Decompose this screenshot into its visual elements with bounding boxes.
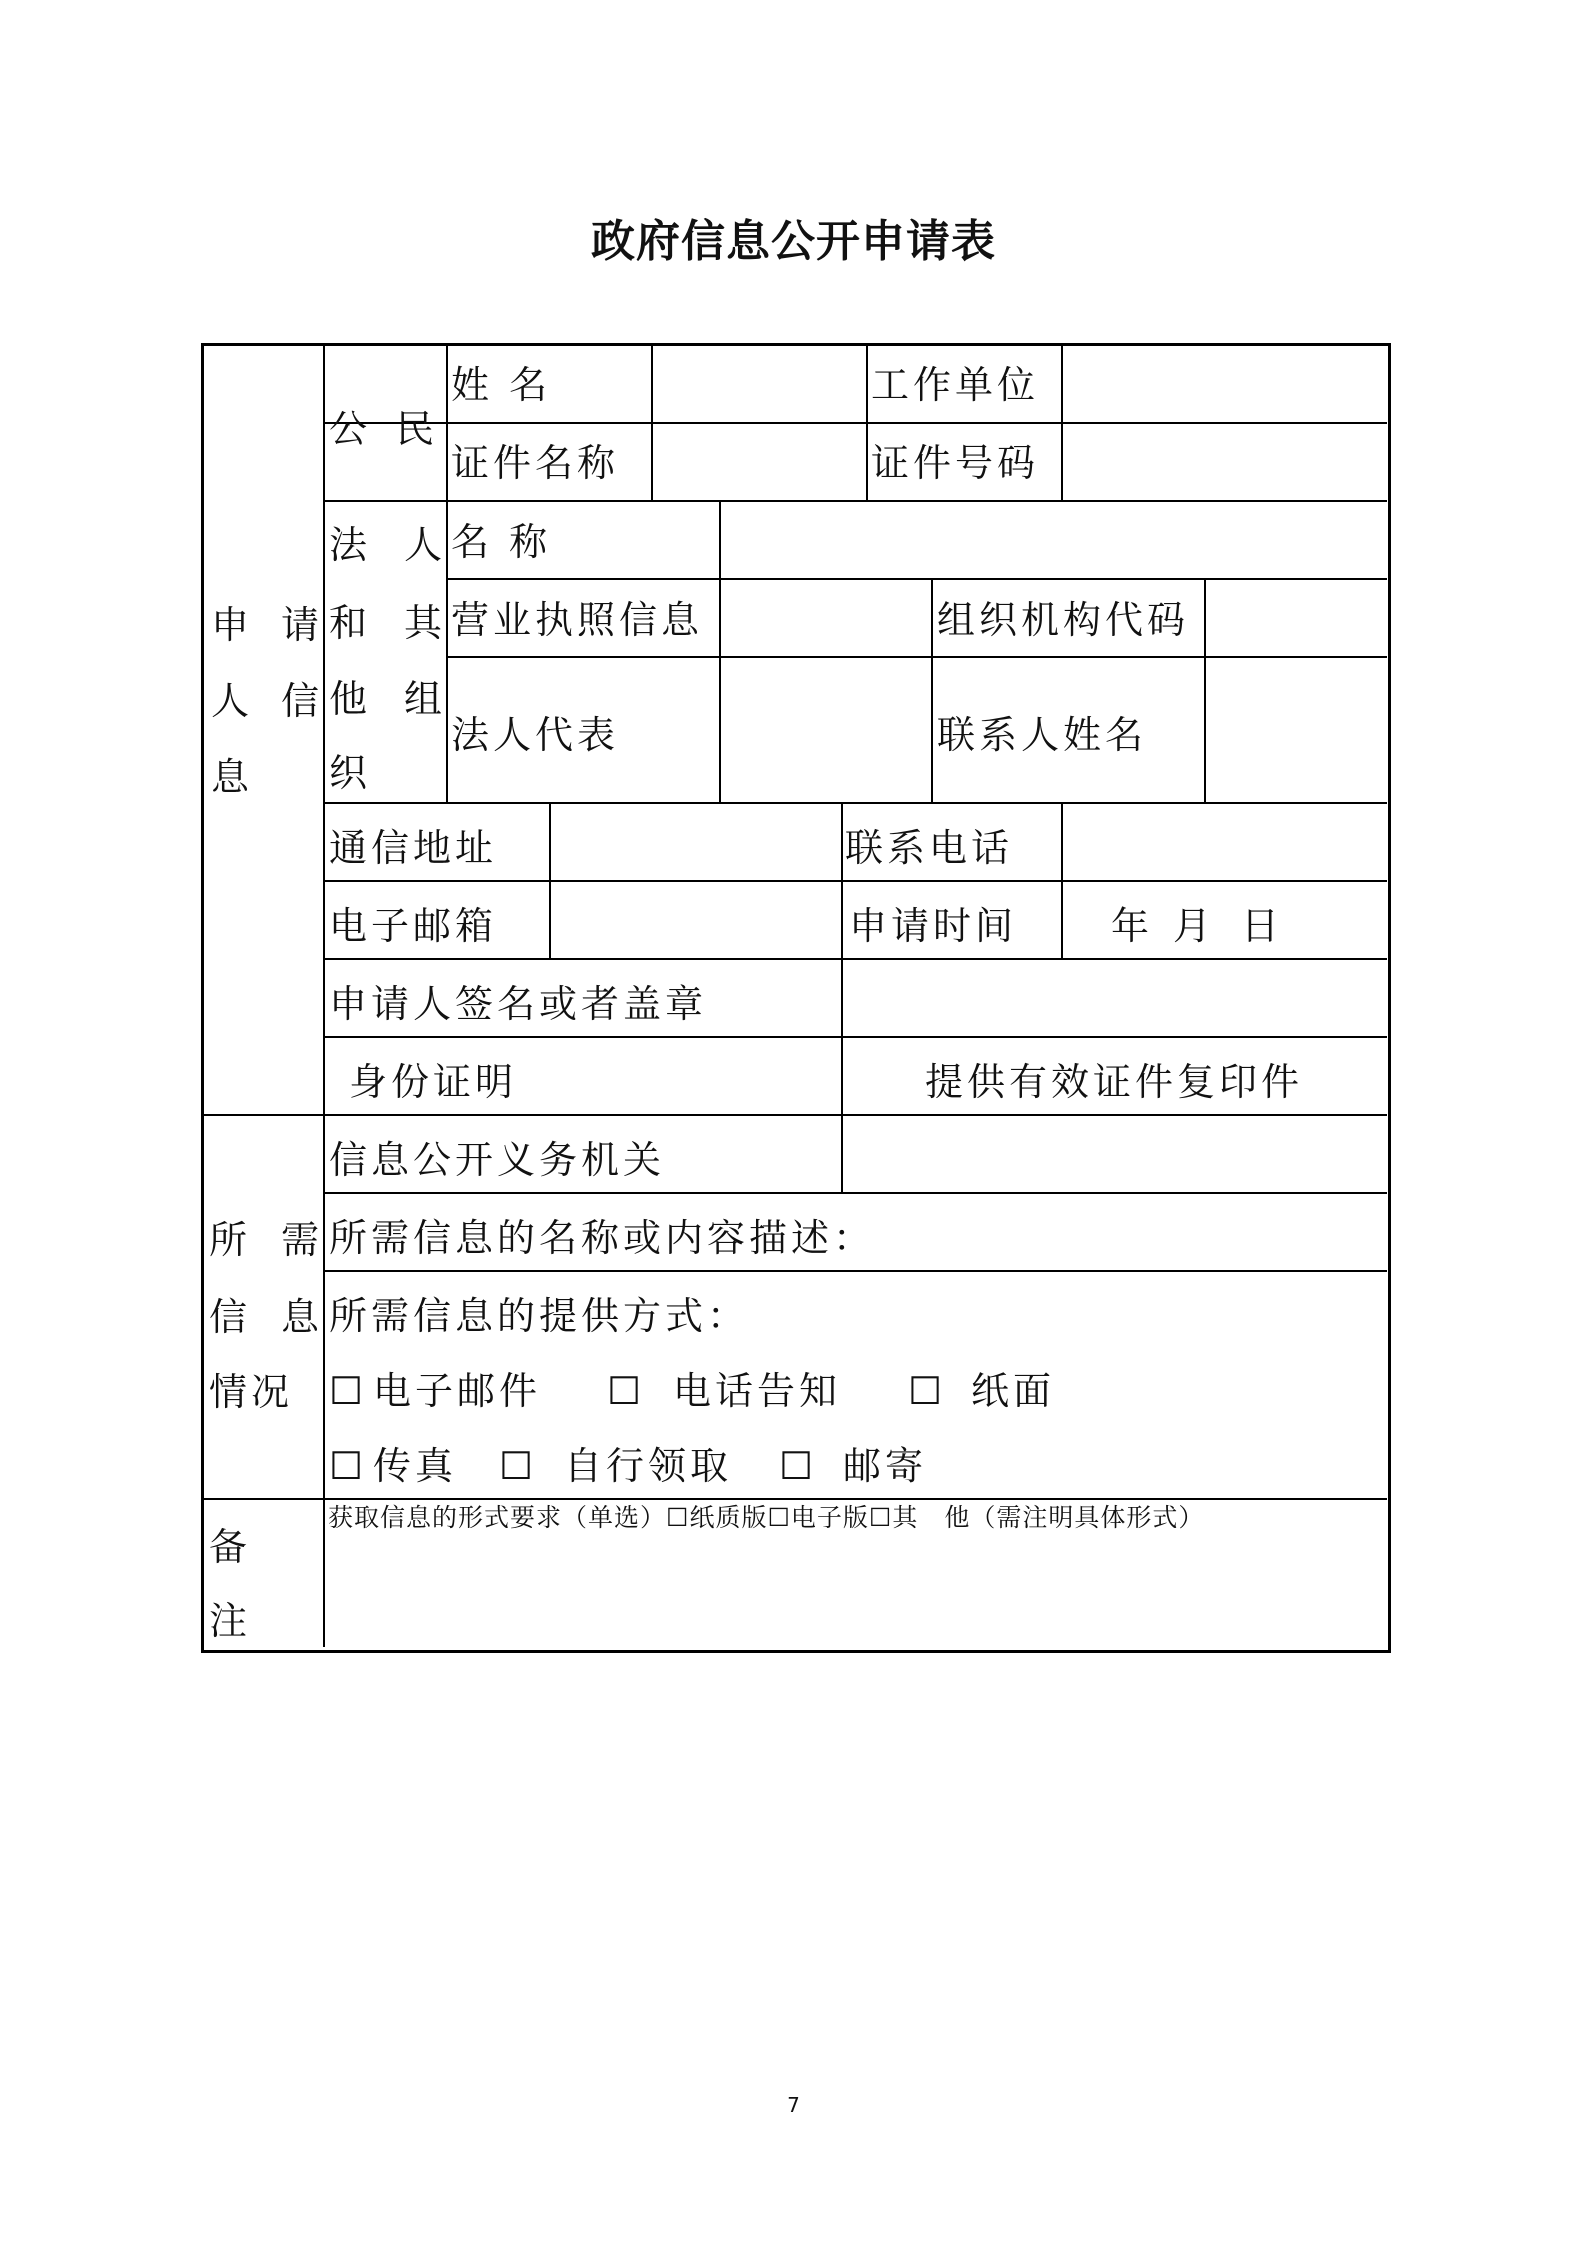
option-phone-notice-label: 电话告知 [673,1369,842,1413]
rule [323,880,1387,882]
form-requirement-label: 获取信息的形式要求（单选） [328,1503,667,1532]
identity-label: 身份证明 [349,1060,518,1104]
other-label-a: 其 [892,1503,919,1532]
rule [323,343,325,1647]
legal-label-char: 组 [404,677,443,721]
name-field[interactable] [653,345,865,421]
section-applicant-char: 申 [211,603,250,647]
option-paper-label: 纸面 [971,1369,1056,1413]
id-name-label: 证件名称 [451,441,620,485]
email-field[interactable] [551,882,839,958]
contact-name-field[interactable] [1206,658,1385,802]
id-number-field[interactable] [1063,424,1385,500]
remarks-field[interactable] [325,1541,1385,1645]
checkbox-paper-version[interactable]: ☐ [666,1503,690,1532]
section-info-char: 信 [209,1295,248,1339]
citizen-label-char: 公 [329,407,368,451]
page-number: 7 [787,2093,800,2117]
section-info-char: 情况 [209,1370,294,1414]
org-code-field[interactable] [1206,580,1385,656]
rule [323,1270,1387,1272]
method-label: 所需信息的提供方式： [329,1294,750,1338]
work-unit-field[interactable] [1063,345,1385,421]
section-info-char: 所 [209,1218,248,1262]
address-field[interactable] [551,804,839,880]
rule [841,802,843,958]
rule [323,1192,1387,1194]
apply-time-label: 申请时间 [849,904,1018,948]
form-requirement-line [328,1503,1204,1533]
legal-label-char: 其 [404,601,443,645]
other-label-b: 他（需注明具体形式） [944,1503,1205,1532]
checkbox-fax[interactable]: ☐ [329,1444,368,1488]
option-mail-label: 邮寄 [843,1444,928,1488]
application-form [201,343,1391,1653]
electronic-version-label: 电子版 [790,1503,869,1532]
option-email-label: 电子邮件 [373,1369,542,1413]
checkbox-self-pickup[interactable]: ☐ [499,1444,538,1488]
legal-label-char: 和 [329,601,368,645]
checkbox-email[interactable]: ☐ [329,1369,368,1413]
date-day: 日 [1241,904,1284,948]
org-name-field[interactable] [721,502,1385,578]
rule [201,1498,1387,1500]
checkbox-mail[interactable]: ☐ [779,1444,818,1488]
remarks-label-char: 备 [209,1525,248,1569]
rule [866,343,868,500]
paper-version-label: 纸质版 [689,1503,768,1532]
rule [931,578,933,802]
phone-field[interactable] [1063,804,1385,880]
section-applicant-char: 人 [211,679,250,723]
checkbox-paper[interactable]: ☐ [908,1369,947,1413]
section-applicant-char: 请 [281,603,320,647]
email-label: 电子邮箱 [329,904,498,948]
date-month: 月 [1173,904,1216,948]
phone-label: 联系电话 [845,826,1014,870]
legal-label-char: 法 [329,523,368,567]
section-info-char: 需 [281,1218,320,1262]
checkbox-electronic-version[interactable]: ☐ [767,1503,791,1532]
citizen-label-char: 民 [396,407,435,451]
legal-rep-field[interactable] [721,658,929,802]
name-label: 姓 名 [451,363,552,407]
license-label: 营业执照信息 [451,598,704,642]
id-number-label: 证件号码 [871,441,1040,485]
id-name-field[interactable] [653,424,865,500]
description-label: 所需信息的名称或内容描述： [329,1216,876,1260]
checkbox-other[interactable]: ☐ [868,1503,893,1532]
agency-label: 信息公开义务机关 [329,1138,666,1182]
identity-value: 提供有效证件复印件 [925,1060,1304,1104]
signature-label: 申请人签名或者盖章 [329,982,708,1026]
option-self-pickup-label: 自行领取 [564,1444,733,1488]
page-title: 政府信息公开申请表 [591,216,996,267]
rule [323,1036,1387,1038]
rule [446,343,448,802]
org-name-label: 名 称 [451,520,552,564]
contact-name-label: 联系人姓名 [937,713,1148,757]
address-label: 通信地址 [329,826,498,870]
org-code-label: 组织机构代码 [937,598,1190,642]
legal-label-char: 织 [329,751,368,795]
license-field[interactable] [721,580,929,656]
remarks-label-char: 注 [209,1599,248,1643]
section-info-char: 息 [281,1295,320,1339]
agency-field[interactable] [843,1116,1385,1192]
signature-field[interactable] [843,960,1385,1036]
legal-rep-label: 法人代表 [451,713,620,757]
work-unit-label: 工作单位 [871,363,1040,407]
legal-label-char: 他 [329,677,368,721]
option-fax-label: 传真 [373,1444,458,1488]
legal-label-char: 人 [404,523,443,567]
section-applicant-char: 信 [281,679,320,723]
date-year: 年 [1111,904,1154,948]
checkbox-phone-notice[interactable]: ☐ [607,1369,646,1413]
section-applicant-char: 息 [211,755,250,799]
